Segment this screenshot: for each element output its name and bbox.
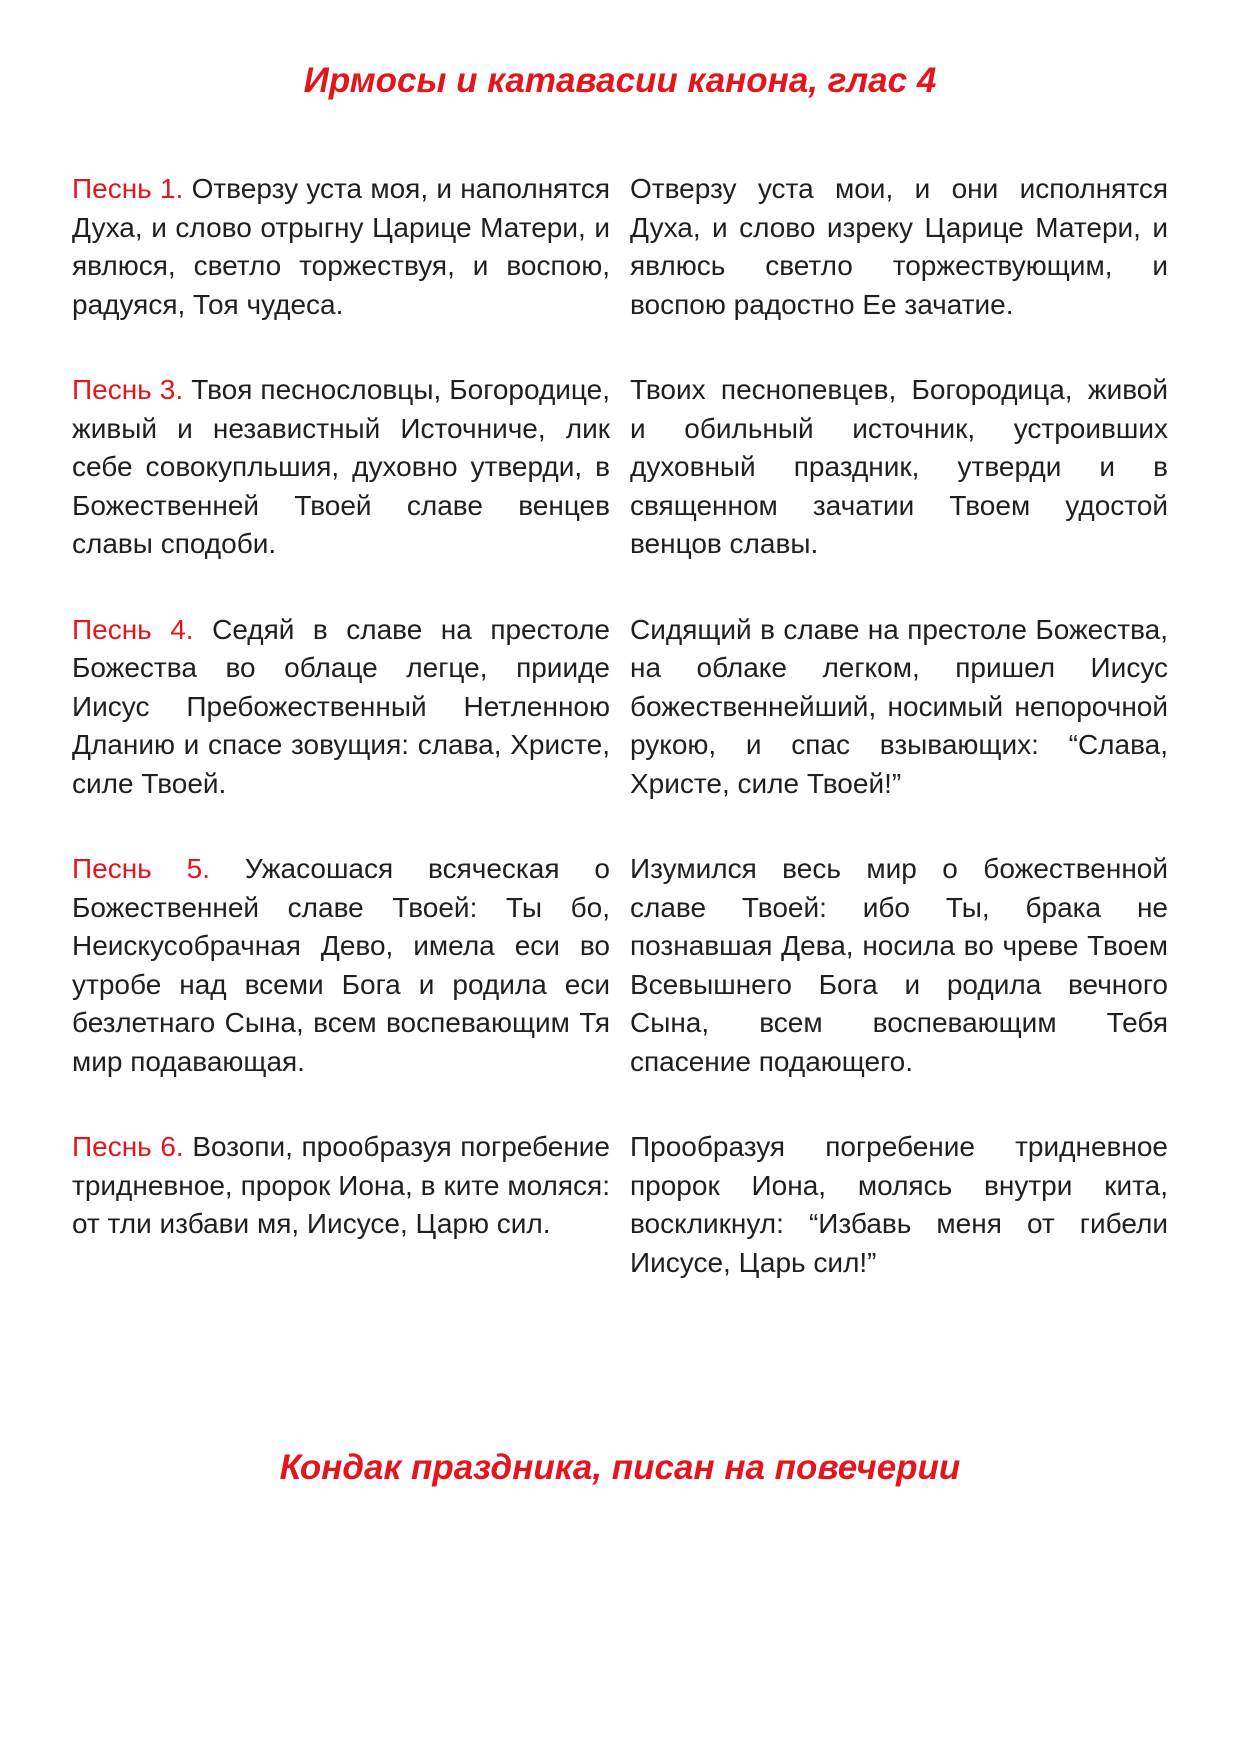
hymns-section: [72, 170, 1168, 1329]
russian-text: Отверзу уста мои, и они исполнятся Духа, и слово изреку Царице Матери, и явлюсь светло торжествующим, и воспою радостно Ее зачатие.: [630, 173, 1168, 320]
ode-label: Песнь 4.: [72, 613, 194, 645]
page-title: Ирмосы и катавасии канона, глас 4: [303, 61, 937, 100]
hymn-ode-1: [72, 170, 1168, 324]
hymn-ode-3: [72, 371, 1168, 564]
hymn-ode-4: [72, 611, 1168, 804]
slavonic-text: [72, 1128, 610, 1282]
russian-text: Твоих песнопевцев, Богородица, живой и обильный источник, устроивших духовный праздник, утверди и в священном зачатии Твоем удостой венцов славы.: [630, 374, 1168, 559]
ode-label: Песнь 5.: [72, 853, 210, 884]
section-title-kontakion: Кондак праздника, писан на повечерии: [279, 1448, 961, 1487]
russian-text: Сидящий в славе на престоле Божества, на облаке легком, пришел Иисус божественнейший, носимый непорочной рукою, и спас взывающих: “Слава, Христе, силе Твоей!”: [630, 613, 1168, 799]
slavonic-text: [72, 170, 610, 324]
slavonic-text: [72, 371, 610, 564]
slavonic-body: Ужасошася всяческая о Божественней славе Твоей: Ты бо, Неискусобрачная Дево, имела еси во утробе над всеми Бога и родила еси безлетнаго Сына, всем воспевающим Тя мир подавающая.: [72, 853, 610, 1077]
russian-text: Прообразуя погребение тридневное пророк Иона, молясь внутри кита, воскликнул: “Избавь меня от гибели Иисусе, Царь сил!”: [630, 1131, 1168, 1278]
slavonic-body: Возопи, прообразуя погребение тридневное, пророк Иона, в ките моляся: от тли избави мя, Иисусе, Царю сил.: [72, 1131, 610, 1239]
ode-label: Песнь 3.: [72, 374, 184, 405]
slavonic-body: Отверзу уста моя, и наполнятся Духа, и слово отрыгну Царице Матери, и явлюся, светло торжествуя, и воспою, радуяся, Тоя чудеса.: [72, 173, 610, 320]
slavonic-text: [72, 611, 610, 804]
ode-label: Песнь 6.: [72, 1131, 184, 1162]
hymn-ode-6: [72, 1128, 1168, 1282]
hymn-ode-5: [72, 850, 1168, 1081]
russian-text: Изумился весь мир о божественной славе Твоей: ибо Ты, брака не познавшая Дева, носила во чреве Твоем Всевышнего Бога и родила вечного Сына, всем воспевающим Тебя спасение подающего.: [630, 853, 1168, 1077]
slavonic-body: Твоя песнословцы, Богородице, живый и независтный Источниче, лик себе совокупльшия, духовно утверди, в Божественней Твоей славе венцев славы сподоби.: [72, 374, 610, 559]
slavonic-text: [72, 850, 610, 1081]
ode-label: Песнь 1.: [72, 173, 184, 204]
slavonic-body: Седяй в славе на престоле Божества во облаце легце, прииде Иисус Пребожественный Нетленною Дланию и спасе зовущия: слава, Христе, силе Твоей.: [72, 613, 610, 799]
